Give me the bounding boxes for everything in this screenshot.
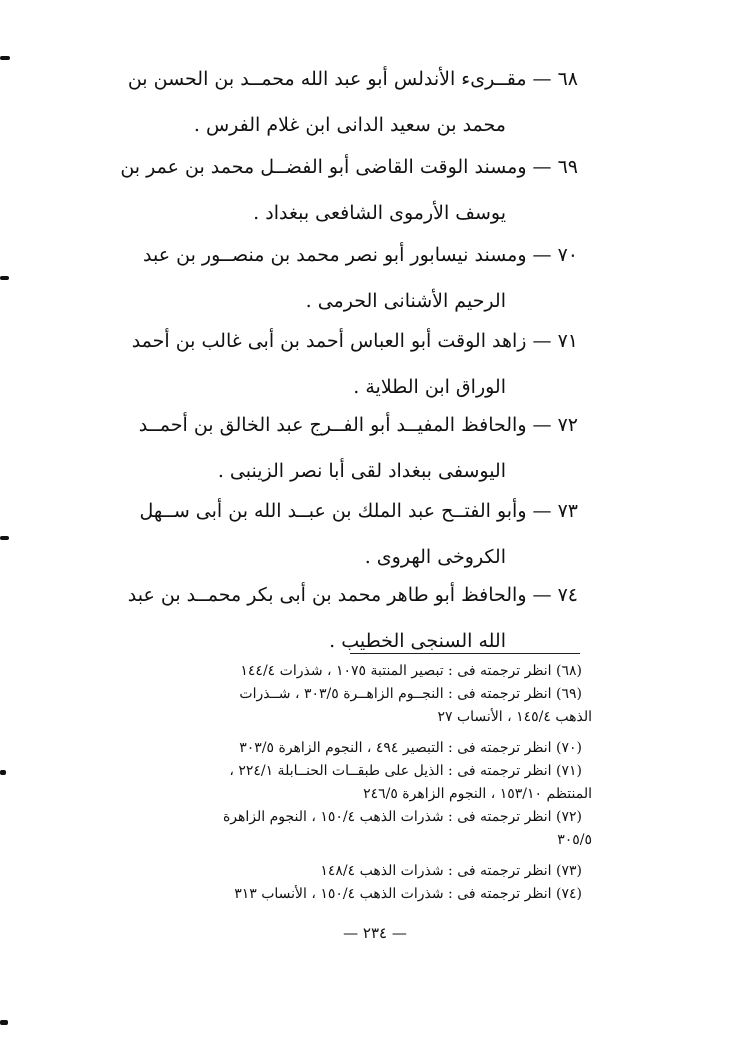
entry-68: [96, 56, 578, 148]
footnote-72-cont: ٣٠٥/٥: [557, 832, 592, 848]
scan-mark: [0, 770, 6, 775]
page-number: — ٢٣٤ —: [343, 924, 407, 942]
footnote-72: (٧٢) انظر ترجمته فى : شذرات الذهب ١٥٠/٤ ، النجوم الزاهرة: [222, 809, 582, 825]
entry-line: الوراق ابن الطلاية .: [353, 376, 506, 398]
entry-74: [96, 572, 578, 664]
entry-line: ٧٣ — وأبو الفتــح عبد الملك بن عبــد الله بن أبى ســهل: [139, 500, 578, 522]
entry-line: ٧٤ — والحافظ أبو طاهر محمد بن أبى بكر محمــد بن عبد: [127, 584, 578, 606]
entry-line: ٦٨ — مقــرىء الأندلس أبو عبد الله محمــد بن الحسن بن: [127, 68, 578, 90]
footnote-divider: [350, 653, 580, 654]
entry-line: ٦٩ — ومسند الوقت القاضى أبو الفضــل محمد بن عمر بن: [120, 156, 578, 178]
entry-line: ٧٢ — والحافظ المفيــد أبو الفــرج عبد الخالق بن أحمــد: [138, 414, 578, 436]
entry-line: ٧٠ — ومسند نيسابور أبو نصر محمد بن منصــور بن عبد: [143, 244, 578, 266]
footnote-71: (٧١) انظر ترجمته فى : الذيل على طبقــات الحنــابلة ٢٢٤/١ ،: [229, 763, 582, 779]
entry-line: محمد بن سعيد الدانى ابن غلام الفرس .: [193, 114, 506, 136]
entry-line: الله السنجى الخطيب .: [329, 630, 506, 652]
footnote-71-cont: المنتظم ١٥٣/١٠ ، النجوم الزاهرة ٢٤٦/٥: [363, 786, 592, 802]
entry-73: [96, 488, 578, 580]
scan-mark: [0, 276, 9, 280]
entry-line: اليوسفى ببغداد لقى أبا نصر الزينبى .: [217, 460, 506, 482]
scan-mark: [0, 1020, 8, 1025]
entry-69: [96, 144, 578, 236]
footnote-68: (٦٨) انظر ترجمته فى : تبصير المنتبة ١٠٧٥ ، شذرات ١٤٤/٤: [240, 663, 582, 679]
entry-line: يوسف الأرموى الشافعى ببغداد .: [253, 202, 506, 224]
entry-line: الكروخى الهروى .: [364, 546, 506, 568]
footnotes: [100, 660, 592, 906]
entry-line: ٧١ — زاهد الوقت أبو العباس أحمد بن أبى غالب بن أحمد: [131, 330, 578, 352]
footnote-69-cont: الذهب ١٤٥/٤ ، الأنساب ٢٧: [437, 709, 592, 725]
scan-mark: [0, 56, 10, 60]
entry-70: [96, 232, 578, 324]
footnote-70: (٧٠) انظر ترجمته فى : التبصير ٤٩٤ ، النجوم الزاهرة ٣٠٣/٥: [239, 740, 582, 756]
entry-line: الرحيم الأشنانى الحرمى .: [305, 290, 506, 312]
entry-71: [96, 318, 578, 410]
footnote-73: (٧٣) انظر ترجمته فى : شذرات الذهب ١٤٨/٤: [320, 863, 582, 879]
footnote-69: (٦٩) انظر ترجمته فى : النجــوم الزاهــرة ٣٠٣/٥ ، شــذرات: [239, 686, 582, 702]
entry-72: [96, 402, 578, 494]
footnote-74: (٧٤) انظر ترجمته فى : شذرات الذهب ١٥٠/٤ ، الأنساب ٣١٣: [234, 886, 582, 902]
scan-mark: [0, 536, 9, 540]
